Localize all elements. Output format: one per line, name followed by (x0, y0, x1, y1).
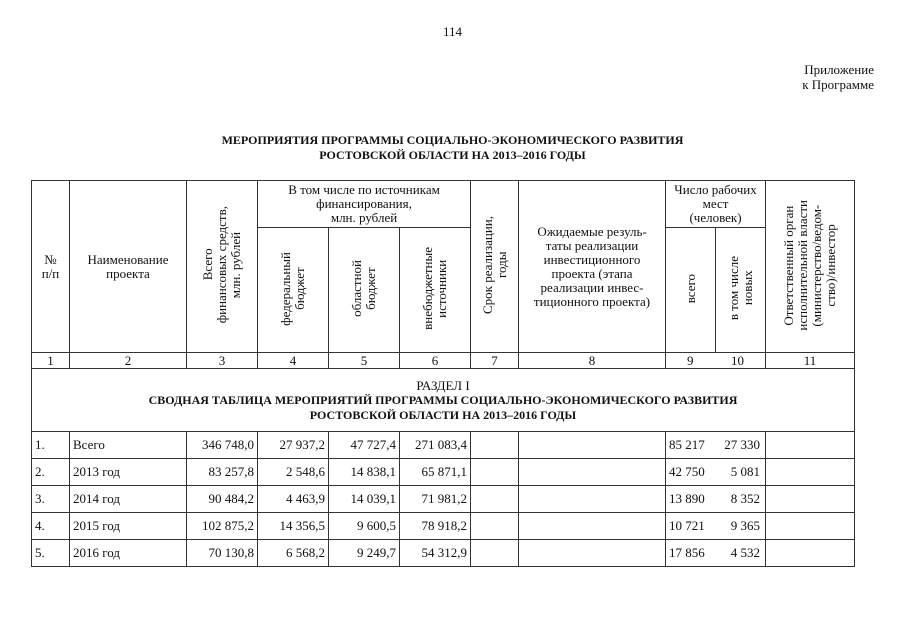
header-sources-group: В том числе по источникам финансирования, млн. рублей (258, 181, 471, 228)
row-regional: 47 727,4 (329, 432, 400, 459)
appendix-line: Приложение (804, 62, 874, 77)
section-title: СВОДНАЯ ТАБЛИЦА МЕРОПРИЯТИЙ ПРОГРАММЫ СОЦИАЛЬНО-ЭКОНОМИЧЕСКОГО РАЗВИТИЯ (148, 392, 738, 407)
header-num: № п/п (32, 181, 70, 353)
row-jobs-new: 4 532 (730, 545, 761, 560)
column-number: 7 (471, 353, 519, 369)
document-title-line: РОСТОВСКОЙ ОБЛАСТИ НА 2013–2016 ГОДЫ (319, 148, 586, 162)
row-jobs-new: 27 330 (724, 437, 761, 452)
appendix-note (802, 62, 874, 92)
row-federal: 4 463,9 (258, 486, 329, 513)
table-row (32, 459, 855, 486)
row-extra: 65 871,1 (400, 459, 471, 486)
row-total: 83 257,8 (187, 459, 258, 486)
row-jobs-total: 10 721 (669, 518, 705, 533)
row-jobs-new: 9 365 (730, 518, 761, 533)
row-federal: 14 356,5 (258, 513, 329, 540)
row-regional: 14 838,1 (329, 459, 400, 486)
row-responsible (766, 459, 855, 486)
row-jobs-total: 42 750 (669, 464, 705, 479)
section-label: РАЗДЕЛ I (416, 377, 470, 393)
row-results (519, 540, 666, 567)
row-term (471, 486, 519, 513)
row-total: 346 748,0 (187, 432, 258, 459)
header-name: Наименование проекта (70, 181, 187, 353)
column-number-pair (666, 353, 766, 369)
row-jobs-new: 5 081 (730, 464, 761, 479)
row-term (471, 513, 519, 540)
row-responsible (766, 540, 855, 567)
row-jobs (666, 486, 766, 513)
header-federal: федеральный бюджет (258, 228, 329, 353)
row-total: 70 130,8 (187, 540, 258, 567)
column-number-row (32, 353, 855, 369)
row-regional: 14 039,1 (329, 486, 400, 513)
row-number: 3. (32, 486, 70, 513)
program-table (31, 180, 855, 567)
row-extra: 271 083,4 (400, 432, 471, 459)
row-jobs (666, 540, 766, 567)
row-name: 2014 год (70, 486, 187, 513)
row-regional: 9 600,5 (329, 513, 400, 540)
row-federal: 27 937,2 (258, 432, 329, 459)
document-title-line: МЕРОПРИЯТИЯ ПРОГРАММЫ СОЦИАЛЬНО-ЭКОНОМИЧЕСКОГО РАЗВИТИЯ (221, 133, 684, 147)
row-number: 5. (32, 540, 70, 567)
row-extra: 71 981,2 (400, 486, 471, 513)
row-jobs (666, 432, 766, 459)
row-number: 1. (32, 432, 70, 459)
column-number: 1 (32, 353, 70, 369)
column-number: 10 (731, 353, 745, 368)
row-jobs-new: 8 352 (730, 491, 761, 506)
column-number: 11 (766, 353, 855, 369)
row-results (519, 513, 666, 540)
appendix-line: к Программе (802, 77, 874, 92)
row-term (471, 459, 519, 486)
row-total: 90 484,2 (187, 486, 258, 513)
row-jobs-total: 17 856 (669, 545, 705, 560)
row-federal: 2 548,6 (258, 459, 329, 486)
document-title (0, 133, 905, 163)
column-number: 2 (70, 353, 187, 369)
table-row (32, 432, 855, 459)
column-number: 8 (519, 353, 666, 369)
row-results (519, 486, 666, 513)
page-number: 114 (442, 24, 463, 39)
table-row (32, 540, 855, 567)
row-total: 102 875,2 (187, 513, 258, 540)
row-name: 2013 год (70, 459, 187, 486)
header-term: Срок реализации, годы (471, 181, 519, 353)
header-results: Ожидаемые резуль- таты реализации инвестиционного проекта (этапа реализации инвес- тиционного проекта) (519, 181, 666, 353)
row-name: Всего (70, 432, 187, 459)
row-term (471, 540, 519, 567)
row-extra: 54 312,9 (400, 540, 471, 567)
row-name: 2016 год (70, 540, 187, 567)
row-jobs (666, 459, 766, 486)
row-responsible (766, 432, 855, 459)
row-results (519, 432, 666, 459)
header-extra: внебюджетные источники (400, 228, 471, 353)
row-number: 2. (32, 459, 70, 486)
row-number: 4. (32, 513, 70, 540)
header-jobs-group: Число рабочих мест (человек) (666, 181, 766, 228)
header-responsible: Ответственный орган исполнительной власти (министерство/ведом- ство)/инвестор (766, 181, 855, 353)
header-jobs-new: в том числе новых (716, 228, 766, 353)
column-number: 3 (187, 353, 258, 369)
row-federal: 6 568,2 (258, 540, 329, 567)
row-jobs-total: 85 217 (669, 437, 705, 452)
section-header (32, 369, 855, 432)
row-extra: 78 918,2 (400, 513, 471, 540)
section-title: РОСТОВСКОЙ ОБЛАСТИ НА 2013–2016 ГОДЫ (309, 407, 577, 422)
header-jobs-total: всего (666, 228, 716, 353)
row-results (519, 459, 666, 486)
header-regional: областной бюджет (329, 228, 400, 353)
row-responsible (766, 486, 855, 513)
column-number: 9 (687, 353, 694, 368)
row-name: 2015 год (70, 513, 187, 540)
row-regional: 9 249,7 (329, 540, 400, 567)
row-term (471, 432, 519, 459)
row-jobs (666, 513, 766, 540)
table-row (32, 486, 855, 513)
row-jobs-total: 13 890 (669, 491, 705, 506)
header-total: Всего финансовых средств, млн. рублей (187, 181, 258, 353)
row-responsible (766, 513, 855, 540)
column-number: 6 (400, 353, 471, 369)
table-row (32, 513, 855, 540)
column-number: 4 (258, 353, 329, 369)
column-number: 5 (329, 353, 400, 369)
